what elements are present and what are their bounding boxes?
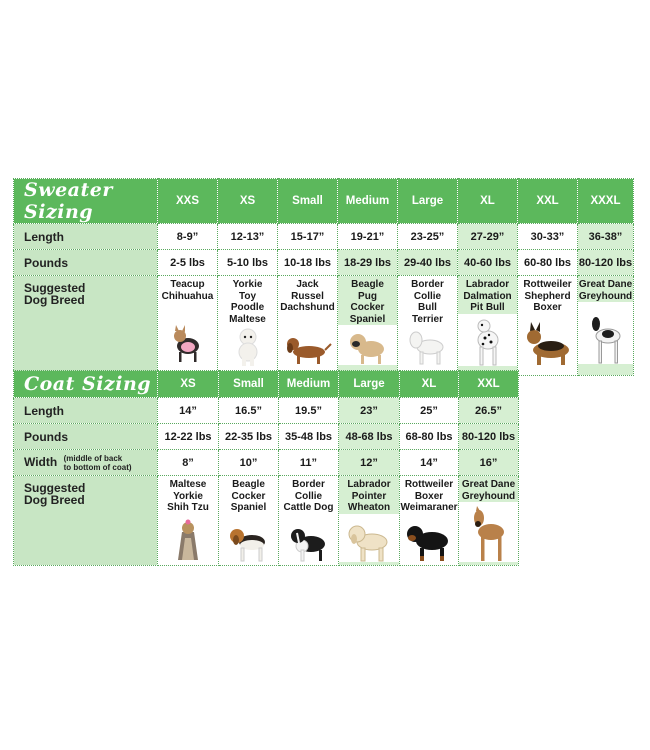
breed-cell [398,276,458,376]
breed-name: Weimaraner [400,502,458,513]
breed-cell [158,476,219,566]
table-cell: 19.5” [279,398,339,424]
table-cell: 16.5” [219,398,279,424]
breed-name: Shih Tzu [167,502,209,513]
sweater-title: Sweater Sizing [14,179,158,224]
breed-name: Yorkie [173,490,203,502]
table-cell: 14” [400,450,459,476]
table-cell: 8-9” [158,224,218,250]
breed-name: Rottweiler [523,279,572,290]
breed-name: Cocker [231,490,266,502]
sweater-sizing-table [13,178,634,376]
size-header: XL [458,179,518,224]
breed-cell [458,276,518,376]
breed-name: Teacup [170,279,205,290]
chihuahua-photo-icon [166,324,210,364]
table-cell: 8” [158,450,219,476]
breed-name: Jack [296,279,319,290]
coat-width-row [14,450,519,476]
size-header: Small [219,371,279,398]
breed-cell [338,276,398,376]
labrador-photo-icon [346,522,392,562]
row-label: Length [14,398,158,424]
table-cell: 27-29” [458,224,518,250]
table-cell: 10” [219,450,279,476]
table-cell: 23-25” [398,224,458,250]
coat-pounds-row [14,424,519,450]
great-dane-photo-icon [467,506,511,562]
breed-name: Collie [294,490,323,502]
row-label: Length [14,224,158,250]
breed-name: Dachshund [280,302,335,313]
yorkie-photo-icon [170,518,206,562]
breed-name: Greyhound [461,490,516,502]
breed-name: Bull [418,302,437,313]
coat-title: Coat Sizing [14,371,158,398]
breed-name: Spaniel [349,313,386,325]
breed-name: Yorkie [232,279,263,290]
size-header: XL [400,371,459,398]
breed-name: Labrador [347,479,391,490]
table-cell: 40-60 lbs [458,250,518,276]
table-cell: 48-68 lbs [339,424,400,450]
pug-photo-icon [347,329,389,365]
table-cell: 14” [158,398,219,424]
table-cell: 35-48 lbs [279,424,339,450]
breed-name: Spaniel [230,502,267,513]
sweater-header-row [14,179,634,224]
table-cell: 11” [279,450,339,476]
table-cell: 19-21” [338,224,398,250]
row-label: Pounds [14,250,158,276]
table-cell: 12-13” [218,224,278,250]
breed-cell [400,476,459,566]
breed-name: Poodle [230,302,265,313]
breed-cell [278,276,338,376]
table-cell: 10-18 lbs [278,250,338,276]
border-collie-photo-icon [287,524,331,562]
breed-cell [279,476,339,566]
table-cell: 25” [400,398,459,424]
breed-name: Great Dane [461,479,516,490]
breed-label-line: Dog Breed [24,293,85,307]
german-shepherd-photo-icon [521,320,575,366]
breed-name: Pug [358,290,377,302]
table-cell: 29-40 lbs [398,250,458,276]
size-header: Medium [279,371,339,398]
breed-cell [158,276,218,376]
breed-name: Chihuahua [161,290,214,302]
breed-name: Cocker [350,302,385,313]
table-cell: 36-38” [578,224,634,250]
size-header: Small [278,179,338,224]
coat-breed-row [14,476,519,566]
breed-name: Toy [238,290,257,302]
table-cell: 5-10 lbs [218,250,278,276]
table-cell: 18-29 lbs [338,250,398,276]
breed-name: Terrier [412,313,443,325]
width-note-line: (middle of back [63,453,123,463]
size-header: XS [218,179,278,224]
coat-sizing-table [13,370,519,566]
dalmatian-photo-icon [468,318,508,366]
size-header: Large [339,371,400,398]
width-row-note [64,454,132,472]
breed-name: Rottweiler [404,479,454,490]
size-header: Medium [338,179,398,224]
size-header: XXL [518,179,578,224]
breed-name: Collie [413,290,442,302]
rottweiler-photo-icon [404,522,454,562]
table-cell: 12” [339,450,400,476]
table-cell: 26.5” [459,398,519,424]
coat-header-row [14,371,519,398]
sweater-breed-row [14,276,634,376]
breed-name: Beagle [351,279,384,290]
breed-name: Labrador [465,279,510,290]
width-row-label [14,450,158,476]
beagle-photo-icon [227,524,271,562]
row-label: Width [24,454,58,469]
breed-name: Dalmation [463,290,512,302]
breed-name: Border [411,279,444,290]
bull-terrier-photo-icon [406,329,450,365]
table-cell: 22-35 lbs [219,424,279,450]
table-cell: 2-5 lbs [158,250,218,276]
dachshund-photo-icon [283,332,333,366]
table-cell: 80-120 lbs [578,250,634,276]
breed-cell [219,476,279,566]
table-cell: 16” [459,450,519,476]
breed-row-label [14,276,158,376]
table-cell: 68-80 lbs [400,424,459,450]
breed-name: Pit Bull [470,302,505,313]
breed-name: Wheaton [347,502,391,513]
sweater-pounds-row [14,250,634,276]
breed-cell [518,276,578,376]
breed-name: Boxer [533,302,562,313]
breed-name: Boxer [414,490,444,502]
breed-name: Shepherd [524,290,571,302]
table-cell: 60-80 lbs [518,250,578,276]
size-header: Large [398,179,458,224]
row-label: Pounds [14,424,158,450]
table-cell: 15-17” [278,224,338,250]
breed-name: Pointer [351,490,387,502]
breed-name: Great Dane [578,279,633,290]
size-header: XXL [459,371,519,398]
breed-cell [459,476,519,566]
table-cell: 23” [339,398,400,424]
breed-cell [218,276,278,376]
breed-name: Maltese [169,479,207,490]
breed-row-label [14,476,158,566]
breed-cell [578,276,634,376]
table-cell: 80-120 lbs [459,424,519,450]
breed-cell [339,476,400,566]
size-header: XXXL [578,179,634,224]
breed-label-line: Dog Breed [24,493,85,507]
poodle-photo-icon [232,327,264,367]
coat-length-row [14,398,519,424]
sweater-length-row [14,224,634,250]
table-cell: 12-22 lbs [158,424,219,450]
greyhound-photo-icon [586,312,626,364]
breed-name: Border [292,479,325,490]
size-header: XS [158,371,219,398]
breed-name: Cattle Dog [283,502,334,513]
breed-name: Greyhound [578,290,633,302]
breed-name: Maltese [229,313,266,325]
breed-label-line: Suggested [24,281,86,295]
table-cell: 30-33” [518,224,578,250]
breed-name: Beagle [232,479,265,490]
width-note-line: to bottom of coat) [63,462,132,472]
size-header: XXS [158,179,218,224]
breed-name: Russel [291,290,324,302]
breed-label-line: Suggested [24,481,86,495]
